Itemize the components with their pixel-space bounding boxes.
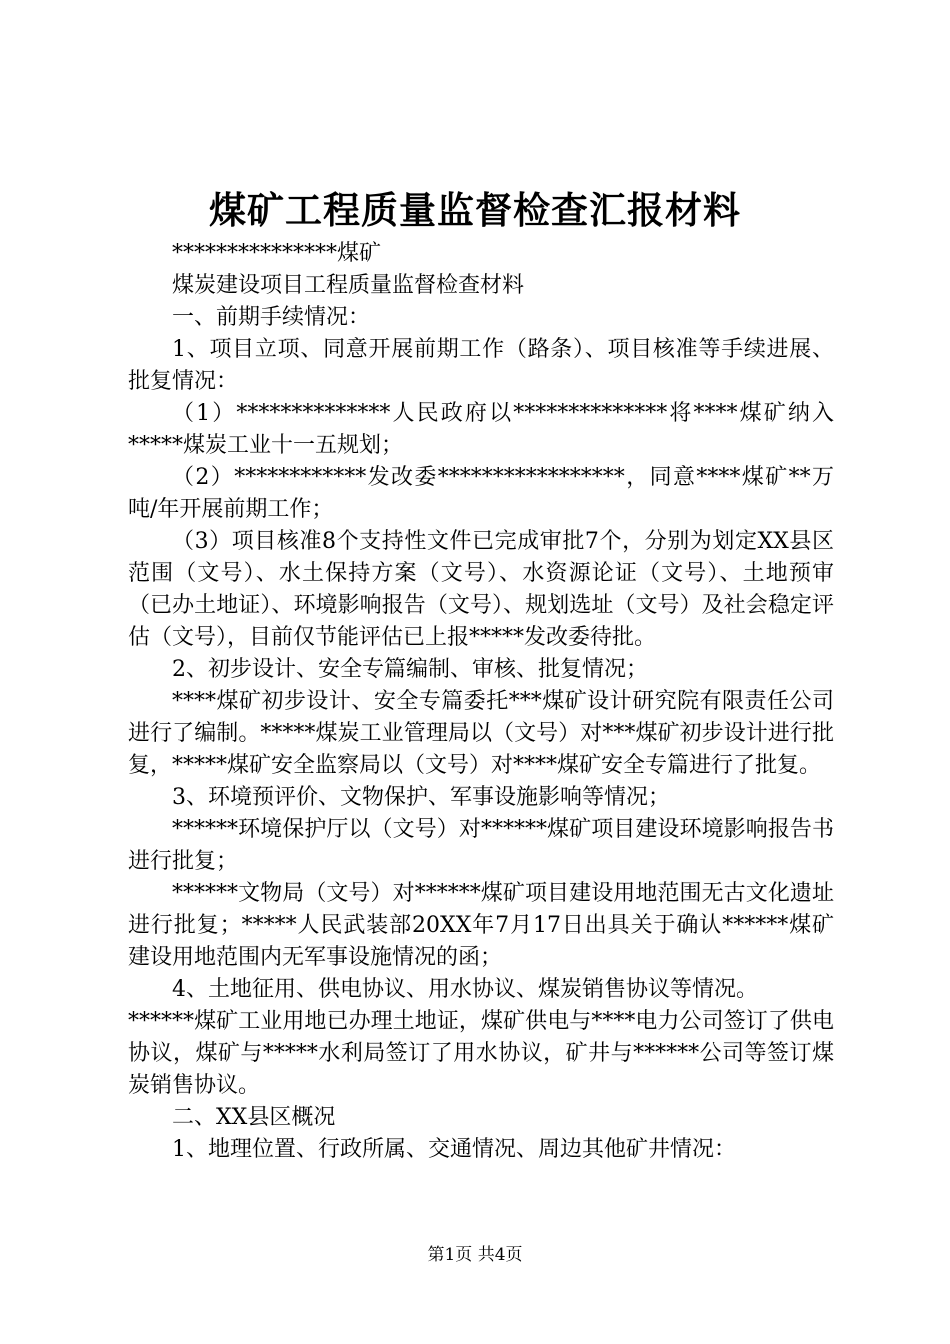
paragraph: ******环境保护厅以（文号）对******煤矿项目建设环境影响报告书进行批复； xyxy=(128,817,834,874)
document-body xyxy=(128,238,834,1166)
paragraph: （2）************发改委*****************，同意****煤矿**万吨/年开展前期工作； xyxy=(128,465,834,522)
paragraph: 2、初步设计、安全专篇编制、审核、批复情况； xyxy=(172,657,648,682)
section-heading-2: 二、XX县区概况 xyxy=(172,1105,336,1130)
paragraph: ******煤矿工业用地已办理土地证，煤矿供电与****电力公司签订了供电协议，煤矿与*****水利局签订了用水协议，矿井与******公司等签订煤炭销售协议。 xyxy=(128,1009,834,1098)
page-number-footer: 第1页 共4页 xyxy=(427,1245,523,1265)
paragraph: 1、项目立项、同意开展前期工作（路条）、项目核准等手续进展、批复情况： xyxy=(128,337,834,394)
paragraph: 4、土地征用、供电协议、用水协议、煤炭销售协议等情况。 xyxy=(172,977,758,1002)
paragraph: ******文物局（文号）对******煤矿项目建设用地范围无古文化遗址进行批复；*****人民武装部20XX年7月17日出具关于确认******煤矿建设用地范围内无军事设施情况的函； xyxy=(128,881,834,970)
paragraph: 1、地理位置、行政所属、交通情况、周边其他矿井情况： xyxy=(172,1137,736,1162)
paragraph: （3）项目核准8个支持性文件已完成审批7个，分别为划定XX县区范围（文号）、水土保持方案（文号）、水资源论证（文号）、土地预审（已办土地证）、环境影响报告（文号）、规划选址（文号）及社会稳定评估（文号），目前仅节能评估已上报*****发改委待批。 xyxy=(128,529,834,650)
paragraph: （1）**************人民政府以**************将****煤矿纳入*****煤炭工业十一五规划； xyxy=(128,401,834,458)
paragraph: ****煤矿初步设计、安全专篇委托***煤矿设计研究院有限责任公司进行了编制。*****煤炭工业管理局以（文号）对***煤矿初步设计进行批复，*****煤矿安全监察局以（文号）对****煤矿安全专篇进行了批复。 xyxy=(128,689,834,778)
paragraph: 3、环境预评价、文物保护、军事设施影响等情况； xyxy=(172,785,670,810)
section-heading-1: 一、前期手续情况： xyxy=(172,305,371,330)
document-title: 煤矿工程质量监督检查汇报材料 xyxy=(209,188,741,232)
paragraph-subtitle: 煤炭建设项目工程质量监督检查材料 xyxy=(172,273,525,298)
paragraph-mine-name: ***************煤矿 xyxy=(172,241,382,266)
